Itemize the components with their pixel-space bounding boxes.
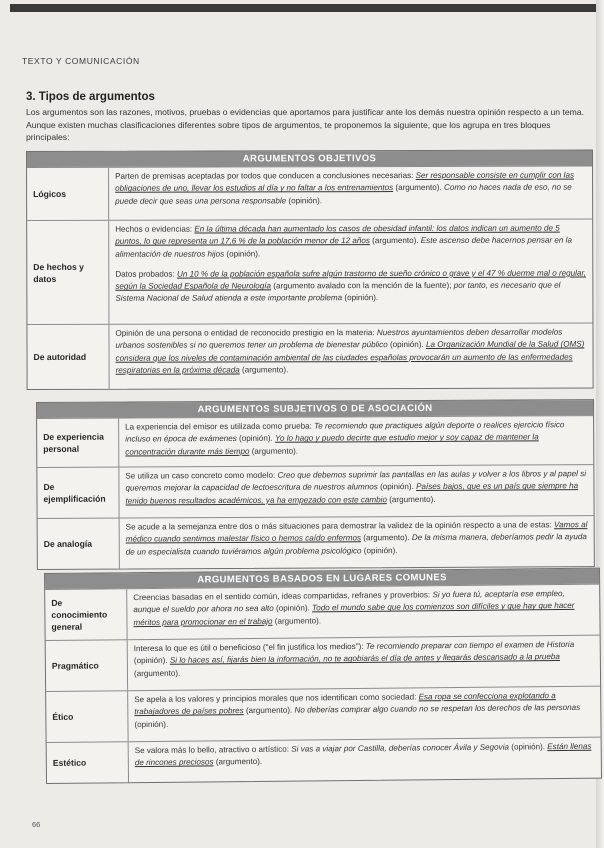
table-row	[37, 464, 593, 518]
argument-description: Se utiliza un caso concreto como modelo: Creo que debemos suprimir las pantallas en las aulas y volver a los libros y al papel si queremos mejorar la capacidad de lectoescritura de nuestros alumnos (opinión). Países bajos, que es un país que siempre ha tenido buenos resultados académicos, ya ha empezado con este cambio (argumento).	[125, 469, 587, 506]
scan-top-edge	[10, 4, 604, 12]
argument-type-label: Lógicos	[27, 168, 109, 220]
table-row	[45, 584, 599, 640]
argument-description: Se apela a los valores y principios morales que nos identifican como sociedad: Esa ropa se confecciona explotando a trabajadores de países pobres (argumento). No deberías comprar algo cuando no se respetan los derechos de las personas (opinión).	[134, 691, 581, 729]
subjective-arguments-table	[36, 399, 595, 570]
table-row	[46, 686, 600, 742]
argument-type-label: De ejemplificación	[37, 468, 119, 518]
page-number: 66	[32, 820, 41, 829]
table-row	[46, 635, 600, 691]
objective-arguments-heading: ARGUMENTOS OBJETIVOS	[27, 151, 592, 167]
argument-type-label: Pragmático	[46, 640, 128, 691]
argument-description: Se acude a la semejanza entre dos o más situaciones para demostrar la validez de la opinión respecto a una de estas: Vamos al médico cuando sentimos malestar físico o hemos caído enfermos (argumento). De la misma manera, deberíamos pedir la ayuda de un especialista cuando tuviéramos algún problema psicológico (opinión).	[125, 520, 588, 557]
argument-type-label: De hechos y datos	[27, 221, 109, 324]
table-row	[47, 737, 601, 783]
table-row	[27, 219, 592, 324]
table-row	[38, 515, 594, 569]
common-place-arguments-heading: ARGUMENTOS BASADOS EN LUGARES COMUNES	[45, 569, 599, 589]
argument-type-label: Ético	[46, 691, 128, 742]
subjective-arguments-heading: ARGUMENTOS SUBJETIVOS O DE ASOCIACIÓN	[37, 400, 593, 418]
table-row	[27, 166, 592, 220]
argument-type-label: De autoridad	[27, 325, 109, 389]
common-place-arguments-table	[44, 568, 602, 784]
table-row	[37, 415, 593, 467]
argument-description: Hechos o evidencias: En la última década han aumentado los casos de obesidad infantil: los datos indican un aumento de 5 puntos, lo que representa un 17,6 % de la población menor de 12 años (argumento). Este ascenso debe hacernos pensar en la alimentación de nuestros hijos (opinión). Datos probados: Un 10 % de la población española sufre algún trastorno de sueño crónico o grave y el 47 % duerme mal o regular, según la Sociedad Española de Neurología (argumento avalado con la mención de la fuente); por tanto, es necesario que el Sistema Nacional de Salud atienda a este importante problema (opinión).	[115, 223, 586, 304]
argument-type-label: De conocimiento general	[45, 589, 127, 640]
section-intro: Los argumentos son las razones, motivos, pruebas o evidencias que aportamos para justificar ante los demás nuestra opinión respecto a un tema. Aunque existen muchas clasificaciones diferentes sobre tipos de argumentos, te proponemos la siguiente, que los agrupa en tres bloques principales:	[26, 107, 584, 142]
argument-type-label: De experiencia personal	[37, 419, 119, 467]
running-header: TEXTO Y COMUNICACIÓN	[22, 56, 140, 66]
argument-type-label: Estético	[47, 742, 129, 783]
table-row	[27, 323, 592, 389]
argument-description: Interesa lo que es útil o beneficioso ("el fin justifica los medios"): Te recomiendo preparar con tiempo el examen de Historia (opinión). Si lo haces así, fijarás bien la información, no te agobiarás el día de antes y llegarás descansado a la prueba (argumento).	[133, 639, 575, 678]
argument-description: Se valora más lo bello, atractivo o artístico: Si vas a viajar por Castilla, deberías conocer Ávila y Segovia (opinión). Están llenas de rincones preciosos (argumento).	[134, 741, 592, 768]
objective-arguments-table	[26, 150, 594, 390]
argument-description: La experiencia del emisor es utilizada como prueba: Te recomiendo que practiques algún deporte o realices ejercicio físico incluso en época de exámenes (opinión). Yo lo hago y puedo decirte que estudio mejor y soy capaz de mantener la concentración durante más tiempo (argumento).	[125, 420, 565, 457]
section-title: 3. Tipos de argumentos	[26, 91, 155, 103]
argument-description: Parten de premisas aceptadas por todos que conducen a conclusiones necesarias: Ser responsable consiste en cumplir con las obligaciones de uno, llevar los estudios al día y no faltar a los entrenamientos (argumento). Como no haces nada de eso, no se puede decir que seas una persona responsable (opinión).	[115, 170, 574, 206]
argument-type-label: De analogía	[38, 519, 120, 569]
argument-description: Creencias basadas en el sentido común, ideas compartidas, refranes y proverbios: Si yo fuera tú, aceptaría ese empleo, aunque el sueldo por ahora no sea alto (opinión). Todo el mundo sabe que los comienzos son difíciles y que hay que hacer méritos para promocionar en el trabajo (argumento).	[133, 589, 575, 627]
argument-description: Opinión de una persona o entidad de reconocido prestigio en la materia: Nuestros ayuntamientos deben desarrollar modelos urbanos sostenibles si no queremos tener un problema de bienestar público (opinión). La Organización Mundial de la Salud (OMS) considera que los niveles de contaminación ambiental de las ciudades españolas provocarán un aumento de las enfermedades respiratorias en la próxima década (argumento).	[115, 327, 585, 375]
